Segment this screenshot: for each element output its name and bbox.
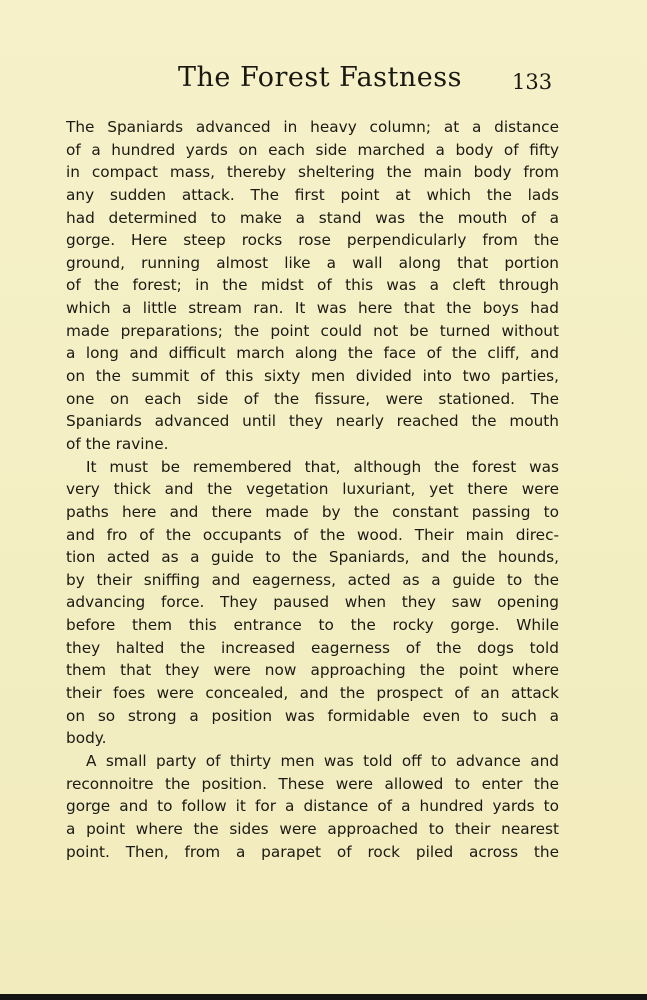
text-line: any sudden attack. The first point at which the lads [66,185,559,204]
text-line: a long and difficult march along the face of the cliff, and [66,344,559,363]
text-line: before them this entrance to the rocky gorge. While [66,616,559,635]
text-line: they halted the increased eagerness of the dogs told [66,638,559,657]
text-line: on so strong a position was formidable even to such a [66,706,559,725]
text-line: point. Then, from a parapet of rock piled across the [66,842,559,861]
text-line: by their sniffing and eagerness, acted as a guide to the [66,570,559,589]
text-line: them that they were now approaching the point where [66,661,559,680]
body-text [66,116,559,863]
scan-edge [0,994,647,1000]
text-line: reconnoitre the position. These were allowed to enter the [66,774,559,793]
text-line: tion acted as a guide to the Spaniards, and the hounds, [66,548,559,567]
text-line: made preparations; the point could not be turned without [66,321,559,340]
page-header [0,60,647,100]
text-line: body. [66,729,107,748]
text-line: very thick and the vegetation luxuriant, yet there were [66,480,559,499]
page-number: 133 [512,70,553,94]
text-line: of the forest; in the midst of this was a cleft through [66,276,559,295]
text-line: on the summit of this sixty men divided into two parties, [66,367,559,386]
text-line: which a little stream ran. It was here that the boys had [66,299,559,318]
text-line: Spaniards advanced until they nearly reached the mouth [66,412,559,431]
text-line: paths here and there made by the constant passing to [66,502,559,521]
text-line: had determined to make a stand was the mouth of a [66,208,559,227]
text-line: in compact mass, thereby sheltering the main body from [66,163,559,182]
text-line: their foes were concealed, and the prospect of an attack [66,684,559,703]
text-line: advancing force. They paused when they saw opening [66,593,559,612]
text-line: gorge. Here steep rocks rose perpendicularly from the [66,231,559,250]
text-line: of the ravine. [66,434,169,453]
text-line: gorge and to follow it for a distance of a hundred yards to [66,797,559,816]
text-line: of a hundred yards on each side marched a body of fifty [66,140,559,159]
text-line: a point where the sides were approached to their nearest [66,819,559,838]
text-line: A small party of thirty men was told off to advance and [86,751,559,770]
running-title: The Forest Fastness [178,62,462,93]
text-line: The Spaniards advanced in heavy column; at a distance [66,118,559,136]
text-line: one on each side of the fissure, were stationed. The [66,389,559,408]
text-line: ground, running almost like a wall along that portion [66,253,559,272]
text-line: It must be remembered that, although the forest was [86,457,559,476]
text-line: and fro of the occupants of the wood. Their main direc- [66,525,559,544]
